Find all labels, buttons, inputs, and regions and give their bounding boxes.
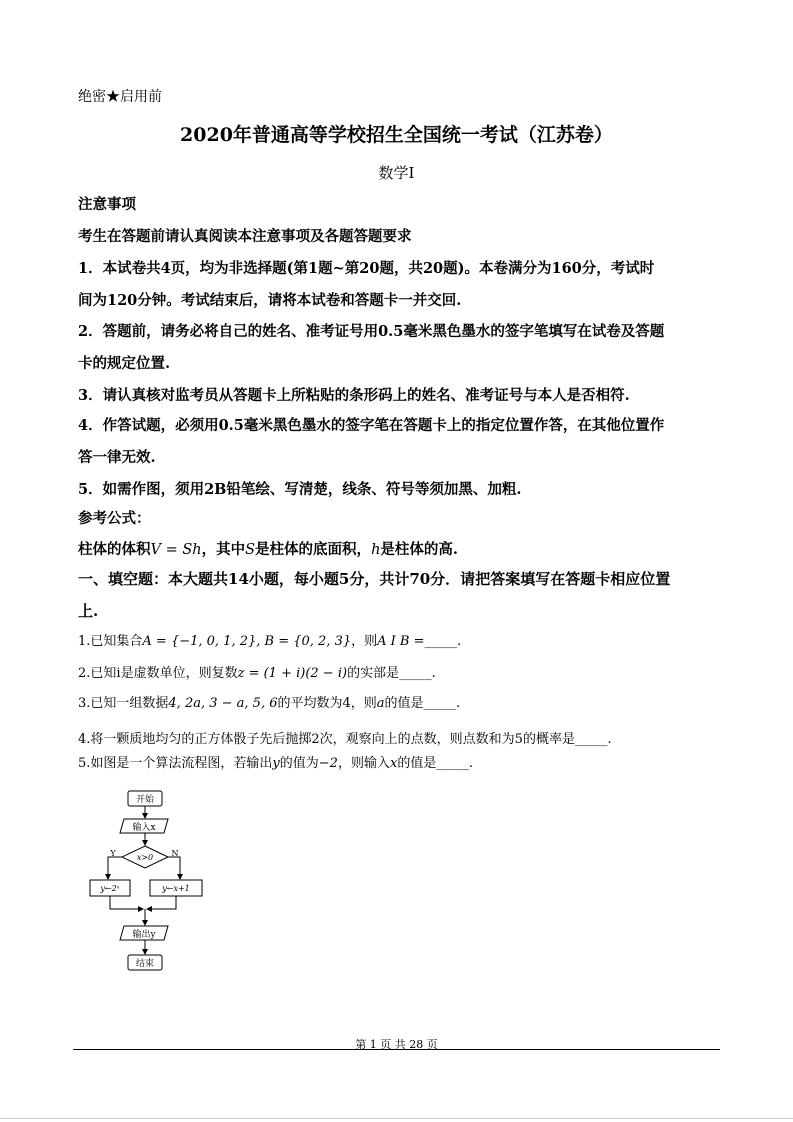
notice-item-5: 5．如需作图，须用2B铅笔绘、写清楚，线条、符号等须加黑、加粗. [78, 481, 522, 498]
formula-line: 柱体的体积V = Sh，其中S是柱体的底面积，h是柱体的高. [78, 541, 458, 558]
flow-input-label: 输入x [132, 823, 156, 833]
flow-no-branch-label: y←x+1 [162, 884, 190, 893]
algorithm-flowchart [80, 785, 220, 980]
flow-arrow-no [168, 857, 180, 879]
notice-item-4-line-2: 答一律无效. [78, 449, 156, 466]
flow-start-label: 开始 [135, 795, 155, 805]
question-4: 4.将一颗质地均匀的正方体骰子先后抛掷2次，观察向上的点数，则点数和为5的概率是_____. [78, 732, 612, 747]
notice-item-1-line-2: 间为120分钟。考试结束后，请将本试卷和答题卡一并交回. [78, 292, 462, 309]
flow-start-node [128, 791, 162, 806]
flow-end-label: 结束 [135, 959, 155, 969]
section-1-line-2: 上. [78, 602, 99, 620]
question-5: 5.如图是一个算法流程图，若输出y的值为−2，则输入x的值是_____. [78, 756, 473, 771]
secret-label: 绝密★启用前 [78, 89, 162, 105]
notice-heading: 注意事项 [78, 196, 136, 213]
formula-heading: 参考公式： [78, 510, 151, 527]
flow-condition-node [122, 846, 168, 868]
question-3: 3.已知一组数据4, 2a, 3 − a, 5, 6的平均数为4，则a的值是_____. [78, 696, 461, 711]
notice-intro: 考生在答题前请认真阅读本注意事项及各题答题要求 [78, 228, 412, 245]
question-1: 1.已知集合A = {−1, 0, 1, 2}, B = {0, 2, 3}，则A I B =_____. [78, 634, 462, 649]
flow-yes-branch-node [90, 880, 130, 896]
flow-output-label: 输出y [132, 930, 156, 940]
flow-yes-label: Y [110, 849, 116, 858]
flow-yes-branch-label: y←2ˣ [100, 884, 120, 893]
flow-condition-label: x>0 [136, 853, 154, 862]
flow-end-node [128, 955, 162, 970]
flow-merge-left [110, 896, 143, 909]
notice-item-3: 3．请认真核对监考员从答题卡上所粘贴的条形码上的姓名、准考证号与本人是否相符. [78, 387, 630, 404]
flow-output-node [120, 926, 168, 940]
flow-arrow-yes [108, 857, 122, 879]
flow-merge-right [147, 896, 176, 909]
notice-item-2-line-1: 2．答题前，请务必将自己的姓名、准考证号用0.5毫米黑色墨水的签字笔填写在试卷及答题 [78, 323, 665, 340]
page-bottom-rule [0, 1118, 793, 1119]
subject-title: 数学Ⅰ [378, 164, 415, 182]
section-1-line-1: 一、填空题：本大题共14小题，每小题5分，共计70分．请把答案填写在答题卡相应位置 [78, 570, 671, 588]
notice-item-1-line-1: 1．本试卷共4页，均为非选择题(第1题~第20题，共20题)。本卷满分为160分，考试时 [78, 260, 655, 277]
exam-title: 2020年普通高等学校招生全国统一考试（江苏卷） [180, 124, 613, 146]
notice-item-2-line-2: 卡的规定位置. [78, 355, 171, 372]
question-2: 2.已知i是虚数单位，则复数z = (1 + i)(2 − i)的实部是_____. [78, 666, 436, 681]
notice-item-4-line-1: 4．作答试题，必须用0.5毫米黑色墨水的签字笔在答题卡上的指定位置作答，在其他位置作 [78, 417, 665, 434]
flow-no-branch-node [150, 880, 202, 896]
page-footer: 第 1 页 共 28 页 [355, 1038, 438, 1051]
flow-input-node [120, 819, 168, 833]
footer-rule [73, 1049, 720, 1050]
flow-no-label: N [171, 849, 179, 858]
